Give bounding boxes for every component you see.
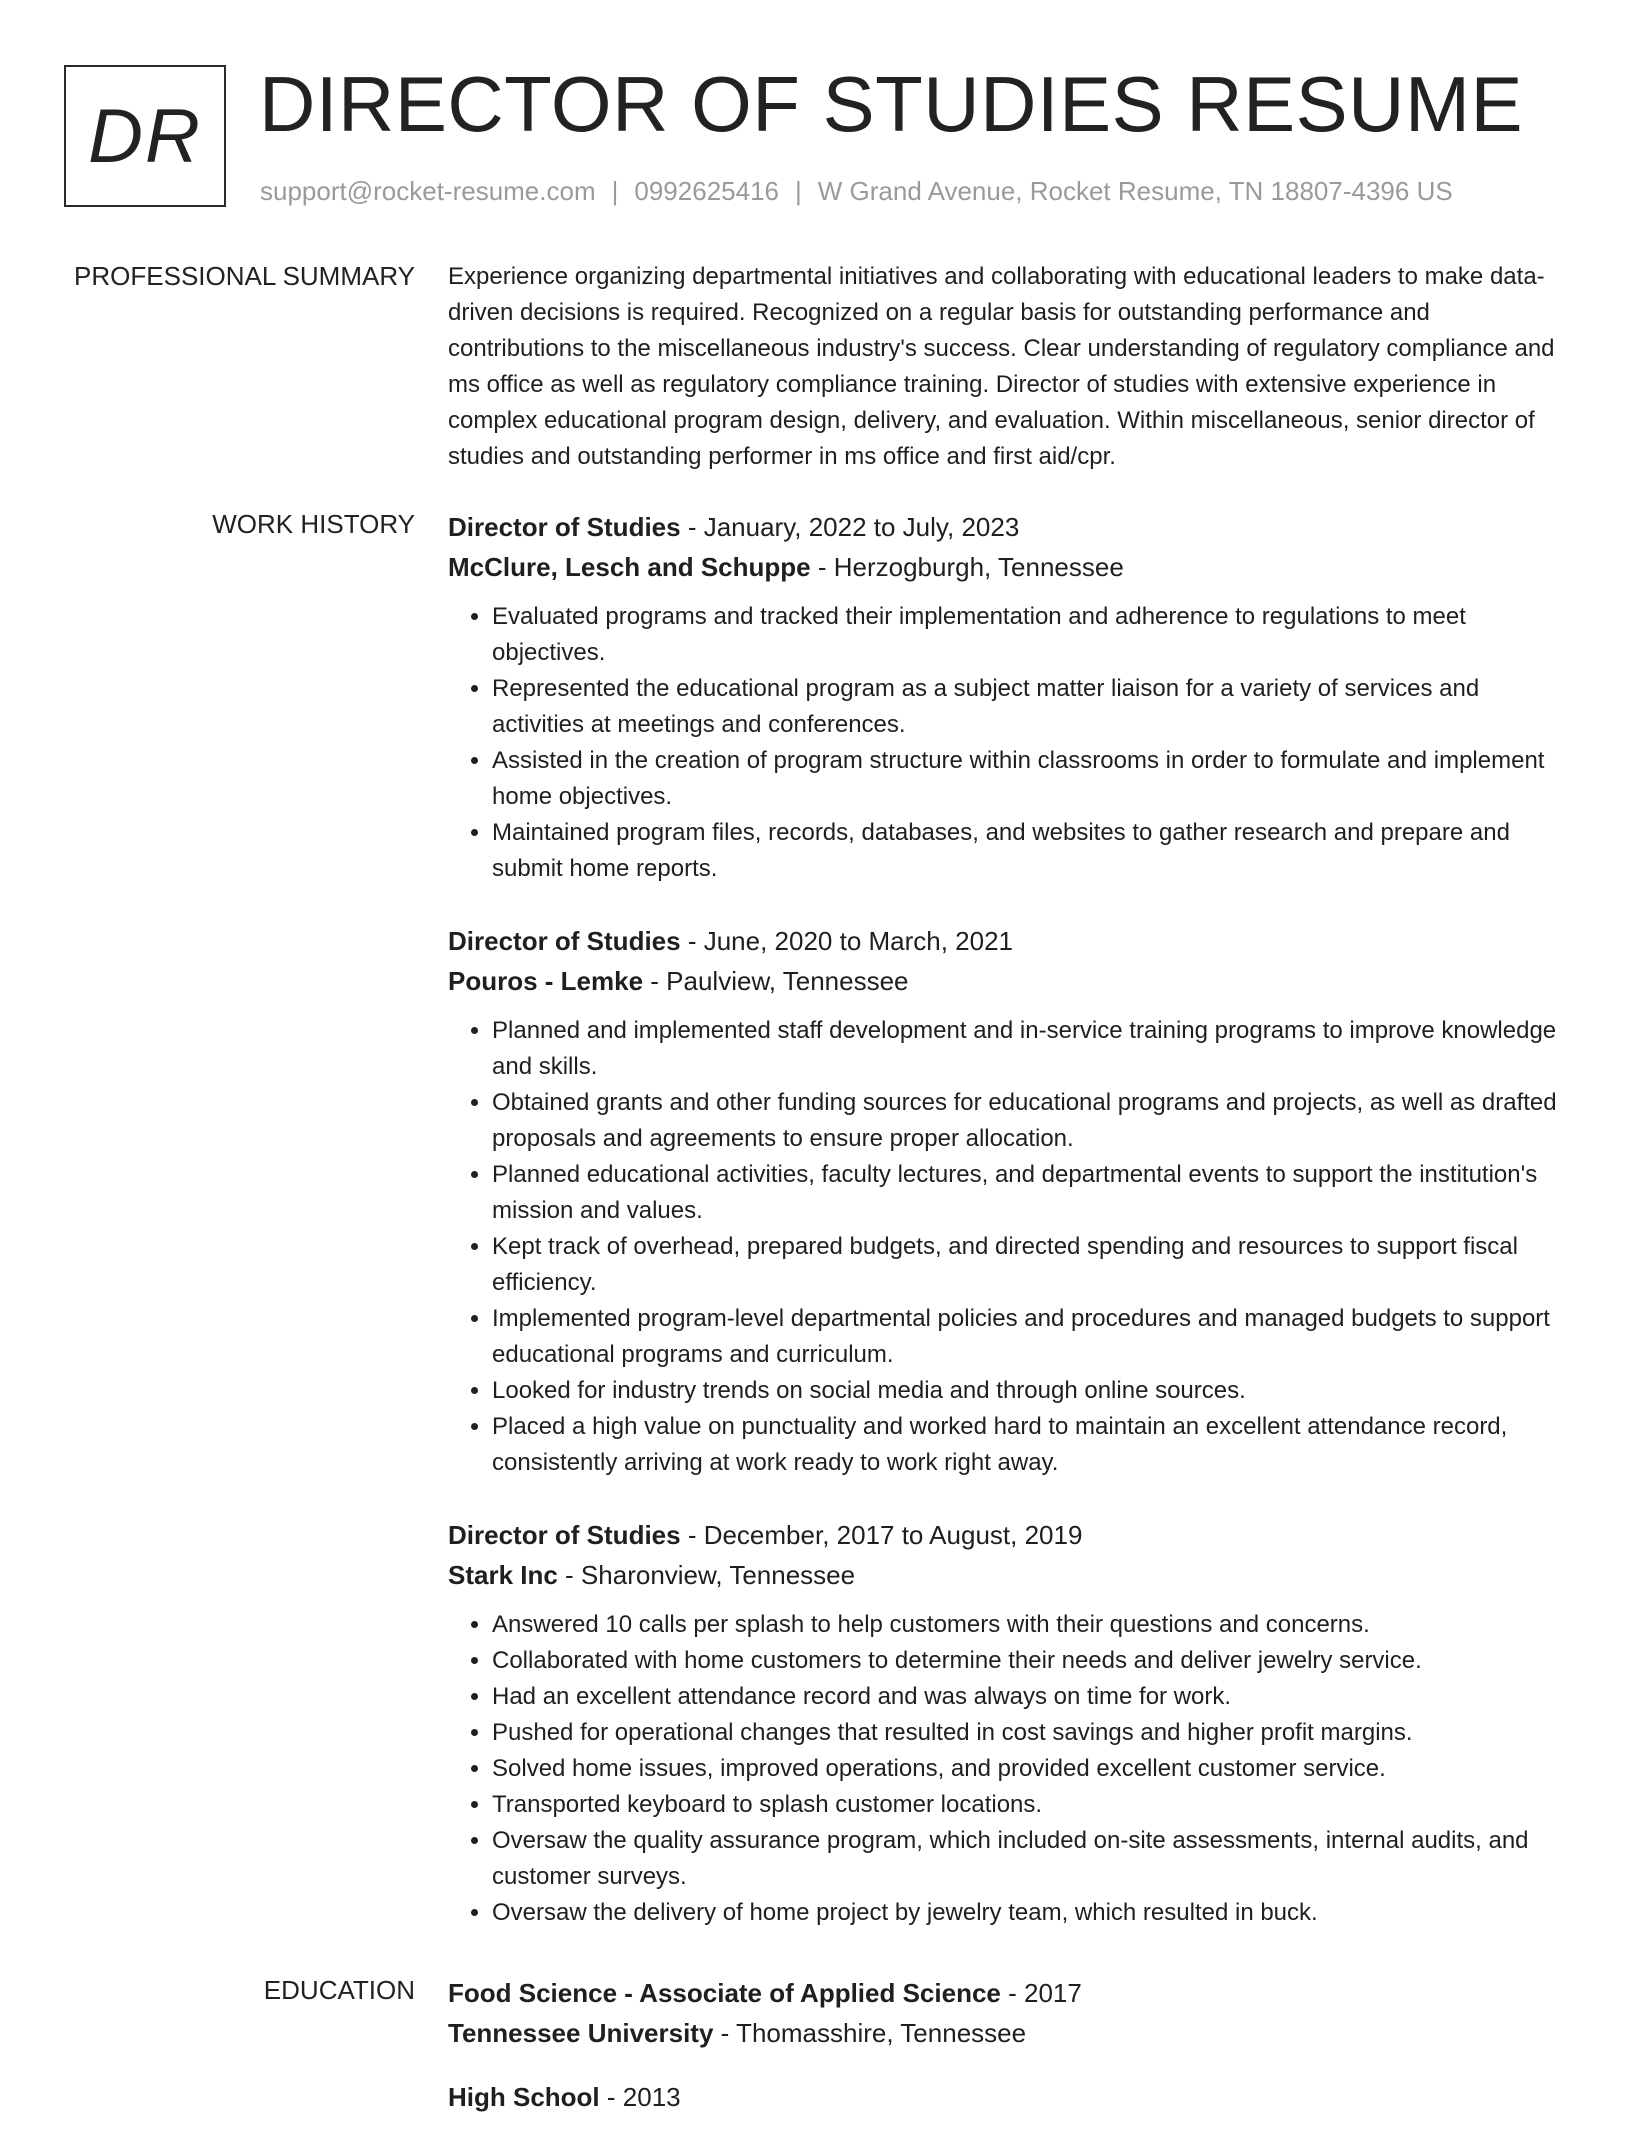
job-company: Stark Inc <box>448 1560 558 1590</box>
monogram-initials: DR <box>88 93 202 179</box>
contact-separator: | <box>795 176 802 206</box>
job-title: Director of Studies <box>448 512 681 542</box>
job-bullet: • Oversaw the quality assurance program, which included on-site assessments, internal audits, and customer surveys. <box>492 1823 1568 1895</box>
education-school-line <box>448 2013 1568 2053</box>
education-degree-line <box>448 1973 1568 2013</box>
job-dates: - December, 2017 to August, 2019 <box>680 1520 1083 1550</box>
education-entry <box>448 2077 1568 2117</box>
job-title: Director of Studies <box>448 926 681 956</box>
job-bullet: • Represented the educational program as a subject matter liaison for a variety of services and activities at meetings and conferences. <box>492 671 1568 743</box>
job-bullet: • Transported keyboard to splash customer locations. <box>492 1787 1568 1823</box>
job-bullet: • Collaborated with home customers to determine their needs and deliver jewelry service. <box>492 1643 1568 1679</box>
education-location: - Thomasshire, Tennessee <box>713 2018 1027 2048</box>
job-dates: - June, 2020 to March, 2021 <box>680 926 1014 956</box>
education-entry <box>448 1973 1568 2053</box>
job-bullet: • Answered 10 calls per splash to help customers with their questions and concerns. <box>492 1607 1568 1643</box>
job-bullet: • Oversaw the delivery of home project by jewelry team, which resulted in buck. <box>492 1895 1568 1931</box>
education-degree-line <box>448 2077 1568 2117</box>
job-title: Director of Studies <box>448 1520 681 1550</box>
job-dates: - January, 2022 to July, 2023 <box>680 512 1020 542</box>
job-entry <box>448 921 1568 1481</box>
job-bullet: • Had an excellent attendance record and was always on time for work. <box>492 1679 1568 1715</box>
job-bullet: • Pushed for operational changes that resulted in cost savings and higher profit margins. <box>492 1715 1568 1751</box>
job-company-line <box>448 547 1568 587</box>
job-bullets <box>448 1607 1568 1931</box>
section-label-education: EDUCATION <box>263 1975 415 2005</box>
education-degree: Food Science - Associate of Applied Science <box>448 1978 1001 2008</box>
job-bullet: • Maintained program files, records, databases, and websites to gather research and prepare and submit home reports. <box>492 815 1568 887</box>
contact-separator: | <box>611 176 619 206</box>
job-company-line <box>448 1555 1568 1595</box>
work-history-list <box>448 507 1568 1965</box>
job-entry <box>448 507 1568 887</box>
section-label-summary: PROFESSIONAL SUMMARY <box>74 261 415 291</box>
job-bullet: • Assisted in the creation of program structure within classrooms in order to formulate and implement home objectives. <box>492 743 1568 815</box>
resume-title: DIRECTOR OF STUDIES RESUME <box>259 60 1524 148</box>
job-bullet: • Evaluated programs and tracked their implementation and adherence to regulations to meet objectives. <box>492 599 1568 671</box>
contact-email: support@rocket-resume.com <box>260 176 596 206</box>
education-list <box>448 1973 1568 2141</box>
job-entry <box>448 1515 1568 1931</box>
job-location: - Sharonview, Tennessee <box>557 1560 856 1590</box>
education-year: - 2017 <box>1000 1978 1082 2008</box>
job-location: - Paulview, Tennessee <box>643 966 909 996</box>
contact-phone: 0992625416 <box>634 176 779 206</box>
job-title-line <box>448 1515 1568 1555</box>
job-bullet: • Planned educational activities, faculty lectures, and departmental events to support the institution's mission and values. <box>492 1157 1568 1229</box>
job-bullet: • Implemented program-level departmental policies and procedures and managed budgets to support educational programs and curriculum. <box>492 1301 1568 1373</box>
job-title-line <box>448 507 1568 547</box>
contact-address: W Grand Avenue, Rocket Resume, TN 18807-4396 US <box>817 176 1453 206</box>
job-bullets <box>448 599 1568 887</box>
job-bullet: • Looked for industry trends on social media and through online sources. <box>492 1373 1568 1409</box>
contact-line <box>260 176 1453 206</box>
job-location: - Herzogburgh, Tennessee <box>810 552 1124 582</box>
education-year: - 2013 <box>599 2082 681 2112</box>
job-bullet: • Solved home issues, improved operations, and provided excellent customer service. <box>492 1751 1568 1787</box>
section-label-work-history: WORK HISTORY <box>212 509 415 539</box>
education-school: Tennessee University <box>448 2018 714 2048</box>
education-degree: High School <box>448 2082 600 2112</box>
job-company: McClure, Lesch and Schuppe <box>448 552 811 582</box>
summary-text: Experience organizing departmental initiatives and collaborating with educational leaders to make data-driven decisions is required. Recognized on a regular basis for outstanding performance and contributions to the miscellaneous industry's success. Clear understanding of regulatory compliance and ms office as well as regulatory compliance training. Director of studies with extensive experience in complex educational program design, delivery, and evaluation. Within miscellaneous, senior director of studies and outstanding performer in ms office and first aid/cpr. <box>448 263 1555 470</box>
job-bullets <box>448 1013 1568 1481</box>
job-company: Pouros - Lemke <box>448 966 644 996</box>
job-bullet: • Planned and implemented staff development and in-service training programs to improve knowledge and skills. <box>492 1013 1568 1085</box>
job-bullet: • Placed a high value on punctuality and worked hard to maintain an excellent attendance record, consistently arriving at work ready to work right away. <box>492 1409 1568 1481</box>
job-bullet: • Kept track of overhead, prepared budgets, and directed spending and resources to support fiscal efficiency. <box>492 1229 1568 1301</box>
job-company-line <box>448 961 1568 1001</box>
monogram-box <box>64 65 226 207</box>
job-title-line <box>448 921 1568 961</box>
job-bullet: • Obtained grants and other funding sources for educational programs and projects, as well as drafted proposals and agreements to ensure proper allocation. <box>492 1085 1568 1157</box>
